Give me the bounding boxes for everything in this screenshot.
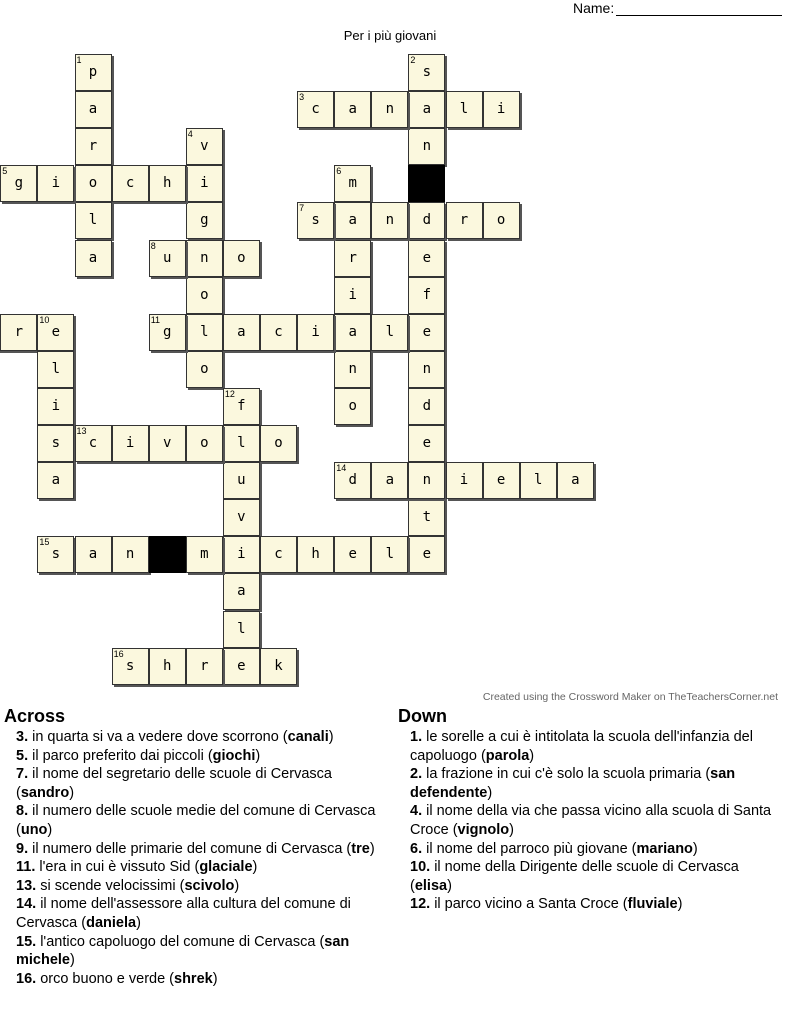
- cell-letter: i: [237, 546, 246, 563]
- cell-letter: o: [88, 175, 98, 192]
- grid-cell[interactable]: [334, 536, 371, 573]
- grid-cell[interactable]: [408, 314, 445, 351]
- cell-letter: l: [237, 620, 246, 637]
- grid-cell[interactable]: [223, 648, 260, 685]
- grid-cell[interactable]: [186, 314, 223, 351]
- cell-letter: a: [348, 212, 357, 229]
- clue-close: ): [447, 877, 452, 894]
- cell-letter: o: [348, 397, 357, 414]
- clue-number: 2.: [410, 766, 423, 783]
- grid-cell[interactable]: [334, 91, 371, 128]
- credit-line: Created using the Crossword Maker on TheTeachersCorner.net: [482, 691, 778, 703]
- cell-letter: d: [422, 212, 432, 229]
- clue-close: ): [677, 896, 683, 913]
- cell-letter: n: [422, 472, 432, 489]
- clue-answer: scivolo: [184, 877, 235, 894]
- grid-cell[interactable]: [446, 462, 483, 499]
- grid-cell[interactable]: [408, 54, 445, 91]
- grid-cell[interactable]: [75, 91, 112, 128]
- clue-answer: sandro: [20, 784, 70, 801]
- clue-answer: tre: [351, 840, 370, 857]
- grid-cell[interactable]: [408, 536, 445, 573]
- grid-cell[interactable]: [408, 388, 445, 425]
- black-cell: [149, 536, 186, 573]
- clue-number: 9.: [16, 840, 29, 857]
- grid-cell[interactable]: [37, 388, 74, 425]
- across-clue: [16, 840, 382, 859]
- grid-cell[interactable]: [112, 165, 149, 202]
- grid-cell[interactable]: [37, 165, 74, 202]
- clue-number: 13.: [16, 877, 37, 894]
- cell-letter: i: [496, 101, 506, 118]
- across-clue: [16, 933, 382, 970]
- grid-cell[interactable]: [520, 462, 557, 499]
- clue-number: 13: [76, 426, 87, 436]
- grid-cell[interactable]: [223, 611, 260, 648]
- cell-letter: s: [311, 212, 320, 229]
- cell-letter: a: [348, 323, 357, 340]
- across-clue: [16, 877, 382, 896]
- cell-letter: u: [237, 472, 246, 489]
- down-clue-list: [398, 728, 783, 914]
- clue-number: 7.: [16, 766, 29, 783]
- clue-number: 6.: [410, 840, 423, 857]
- down-clue: [410, 802, 783, 839]
- cell-letter: f: [422, 286, 432, 303]
- clue-text: si scende velocissimi (: [36, 877, 185, 894]
- cell-letter: o: [237, 249, 246, 266]
- down-clues: [398, 706, 783, 914]
- cell-letter: e: [496, 472, 506, 489]
- grid-cell[interactable]: [186, 202, 223, 239]
- grid-cell[interactable]: [37, 314, 74, 351]
- clue-close: ): [70, 952, 75, 969]
- down-clue: [410, 765, 783, 802]
- cell-letter: e: [422, 435, 432, 451]
- clue-close: ): [234, 877, 240, 894]
- clue-close: ): [252, 859, 258, 876]
- cell-letter: f: [237, 397, 246, 414]
- grid-cell[interactable]: [223, 425, 260, 462]
- grid-cell[interactable]: [408, 240, 445, 277]
- cell-letter: k: [274, 657, 283, 674]
- grid-cell[interactable]: [334, 240, 371, 277]
- cell-letter: i: [348, 286, 357, 303]
- cell-letter: i: [459, 472, 469, 489]
- name-label: Name:: [573, 0, 615, 16]
- grid-cell[interactable]: [334, 314, 371, 351]
- cell-letter: a: [88, 101, 98, 118]
- cell-letter: a: [571, 472, 580, 489]
- cell-letter: s: [51, 546, 61, 563]
- cell-letter: r: [200, 657, 209, 674]
- clue-number: 2: [410, 55, 416, 65]
- clue-text: l'era in cui è vissuto Sid (: [35, 859, 200, 876]
- grid-cell[interactable]: [408, 499, 445, 536]
- grid-cell[interactable]: [297, 91, 334, 128]
- cell-letter: o: [496, 212, 506, 229]
- clue-answer: uno: [20, 821, 48, 838]
- cell-letter: e: [422, 249, 432, 266]
- cell-letter: a: [385, 472, 395, 489]
- cell-letter: c: [274, 323, 283, 340]
- clue-answer: giochi: [212, 747, 256, 764]
- grid-cell[interactable]: [408, 425, 445, 462]
- down-clue: [410, 728, 783, 765]
- cell-letter: p: [88, 64, 98, 80]
- grid-cell[interactable]: [149, 425, 186, 462]
- grid-cell[interactable]: [483, 91, 520, 128]
- grid-cell[interactable]: [446, 91, 483, 128]
- clue-answer: parola: [485, 747, 530, 764]
- grid-cell[interactable]: [223, 536, 260, 573]
- down-clue: [410, 895, 783, 914]
- cell-letter: l: [237, 435, 246, 451]
- cell-letter: u: [162, 249, 172, 266]
- cell-letter: s: [51, 435, 61, 451]
- grid-cell[interactable]: [186, 536, 223, 573]
- across-clue: [16, 765, 382, 802]
- cell-letter: c: [125, 175, 135, 192]
- clue-number: 15.: [16, 933, 37, 950]
- clue-text: il numero delle primarie del comune di Cervasca (: [28, 840, 352, 857]
- grid-cell[interactable]: [371, 202, 408, 239]
- cell-letter: l: [385, 323, 395, 340]
- grid-cell[interactable]: [186, 277, 223, 314]
- cell-letter: t: [422, 509, 432, 526]
- cell-letter: m: [200, 546, 209, 563]
- grid-cell[interactable]: [186, 425, 223, 462]
- grid-cell[interactable]: [408, 277, 445, 314]
- cell-letter: g: [14, 175, 24, 192]
- grid-cell[interactable]: [0, 314, 37, 351]
- cell-letter: d: [348, 472, 357, 489]
- clue-number: 1.: [410, 729, 423, 745]
- clue-answer: shrek: [174, 970, 213, 987]
- clue-number: 3.: [16, 729, 29, 745]
- across-clue: [16, 802, 382, 839]
- clue-number: 8: [150, 240, 156, 251]
- grid-cell[interactable]: [260, 314, 297, 351]
- cell-letter: n: [422, 360, 432, 377]
- clue-number: 3: [299, 92, 305, 103]
- clue-text: il numero delle scuole medie del comune di Cervasca (: [16, 803, 376, 838]
- cell-letter: v: [237, 509, 246, 526]
- grid-cell[interactable]: [75, 128, 112, 165]
- clue-answer: san defendente: [410, 766, 736, 801]
- grid-cell[interactable]: [260, 425, 297, 462]
- grid-cell[interactable]: [297, 202, 334, 239]
- clue-answer: daniela: [86, 914, 137, 931]
- grid-cell[interactable]: [186, 240, 223, 277]
- cell-letter: m: [348, 175, 357, 192]
- clue-text: in quarta si va a vedere dove scorrono (: [28, 729, 288, 745]
- grid-cell[interactable]: [408, 462, 445, 499]
- clue-number: 10: [39, 314, 50, 325]
- grid-cell[interactable]: [149, 314, 186, 351]
- clue-answer: canali: [287, 729, 329, 745]
- cell-letter: n: [385, 101, 395, 118]
- clue-close: ): [692, 840, 698, 857]
- clue-number: 4: [187, 129, 193, 140]
- clue-close: ): [487, 784, 493, 801]
- grid-cell[interactable]: [186, 648, 223, 685]
- grid-cell[interactable]: [446, 202, 483, 239]
- cell-letter: o: [200, 286, 209, 303]
- grid-cell[interactable]: [334, 277, 371, 314]
- clue-close: ): [529, 747, 535, 764]
- cell-letter: d: [422, 397, 432, 414]
- cell-letter: o: [200, 360, 209, 377]
- black-cell: [408, 165, 445, 202]
- cell-letter: e: [348, 546, 357, 563]
- clue-number: 12: [224, 388, 235, 399]
- grid-cell[interactable]: [112, 536, 149, 573]
- clue-close: ): [369, 840, 375, 857]
- grid-cell[interactable]: [334, 202, 371, 239]
- cell-letter: i: [51, 397, 61, 414]
- grid-cell[interactable]: [371, 314, 408, 351]
- cell-letter: l: [200, 323, 209, 340]
- clue-close: ): [136, 914, 141, 931]
- grid-cell[interactable]: [408, 351, 445, 388]
- grid-cell[interactable]: [371, 536, 408, 573]
- grid-cell[interactable]: [186, 165, 223, 202]
- cell-letter: h: [162, 657, 172, 674]
- cell-letter: i: [200, 175, 209, 192]
- cell-letter: e: [51, 323, 61, 340]
- across-clue: [16, 858, 382, 877]
- clue-text: la frazione in cui c'è solo la scuola primaria (: [422, 766, 711, 783]
- cell-letter: o: [274, 435, 283, 451]
- cell-letter: n: [422, 138, 432, 155]
- grid-cell[interactable]: [297, 536, 334, 573]
- grid-cell[interactable]: [483, 202, 520, 239]
- grid-cell[interactable]: [75, 202, 112, 239]
- grid-cell[interactable]: [334, 388, 371, 425]
- grid-cell[interactable]: [75, 536, 112, 573]
- grid-cell[interactable]: [408, 128, 445, 165]
- grid-cell[interactable]: [223, 573, 260, 610]
- down-clue: [410, 858, 783, 895]
- clue-close: ): [509, 821, 514, 838]
- clue-close: ): [255, 747, 261, 764]
- cell-letter: o: [200, 435, 209, 451]
- clue-number: 8.: [16, 803, 29, 820]
- clue-close: ): [69, 784, 75, 801]
- clue-text: il nome dell'assessore alla cultura del comune di Cervasca (: [16, 896, 351, 931]
- cell-letter: i: [311, 323, 320, 340]
- cell-letter: l: [459, 101, 469, 118]
- across-clues: [4, 706, 382, 988]
- cell-letter: g: [200, 212, 209, 229]
- clue-number: 5: [2, 166, 8, 177]
- cell-letter: r: [88, 138, 98, 155]
- clue-answer: glaciale: [199, 859, 253, 876]
- cell-letter: l: [533, 472, 543, 489]
- clue-answer: mariano: [636, 840, 693, 857]
- cell-letter: r: [348, 249, 357, 266]
- clue-number: 10.: [410, 859, 431, 876]
- grid-cell[interactable]: [371, 91, 408, 128]
- cell-letter: a: [422, 101, 432, 118]
- grid-cell[interactable]: [186, 351, 223, 388]
- cell-letter: a: [348, 101, 357, 118]
- clue-text: il parco vicino a Santa Croce (: [430, 896, 628, 913]
- clue-answer: san michele: [16, 933, 350, 969]
- grid-cell[interactable]: [334, 351, 371, 388]
- clue-number: 5.: [16, 747, 29, 764]
- cell-letter: e: [422, 546, 432, 563]
- cell-letter: n: [348, 360, 357, 377]
- cell-letter: i: [125, 435, 135, 451]
- grid-cell[interactable]: [0, 165, 37, 202]
- cell-letter: e: [237, 657, 246, 674]
- cell-letter: a: [88, 249, 98, 266]
- grid-cell[interactable]: [334, 165, 371, 202]
- grid-cell[interactable]: [223, 314, 260, 351]
- grid-cell[interactable]: [112, 425, 149, 462]
- cell-letter: a: [51, 472, 61, 489]
- clue-answer: elisa: [414, 877, 448, 894]
- grid-cell[interactable]: [149, 648, 186, 685]
- grid-cell[interactable]: [408, 202, 445, 239]
- cell-letter: n: [200, 249, 209, 266]
- clue-text: orco buono e verde (: [36, 970, 175, 987]
- clue-number: 7: [299, 203, 305, 214]
- grid-cell[interactable]: [371, 462, 408, 499]
- across-heading: Across: [4, 706, 66, 726]
- grid-cell[interactable]: [75, 240, 112, 277]
- grid-cell[interactable]: [483, 462, 520, 499]
- grid-cell[interactable]: [334, 462, 371, 499]
- across-clue: [16, 728, 382, 747]
- grid-cell[interactable]: [75, 165, 112, 202]
- grid-cell[interactable]: [112, 648, 149, 685]
- grid-cell[interactable]: [37, 351, 74, 388]
- cell-letter: h: [162, 175, 172, 192]
- cell-letter: r: [459, 212, 469, 229]
- clue-number: 16: [113, 648, 124, 659]
- clue-text: l'antico capoluogo del comune di Cervasca (: [36, 933, 325, 950]
- clue-answer: fluviale: [627, 896, 678, 913]
- across-clue: [16, 747, 382, 766]
- clue-close: ): [47, 821, 53, 838]
- clue-number: 4.: [410, 803, 423, 820]
- cell-letter: l: [88, 212, 98, 229]
- clue-number: 1: [76, 55, 82, 65]
- grid-cell[interactable]: [149, 165, 186, 202]
- clue-number: 15: [39, 537, 50, 548]
- across-clue: [16, 970, 382, 989]
- grid-cell[interactable]: [223, 388, 260, 425]
- grid-cell[interactable]: [37, 425, 74, 462]
- clue-number: 11: [150, 314, 161, 325]
- grid-cell[interactable]: [260, 648, 297, 685]
- cell-letter: i: [51, 175, 61, 192]
- cell-letter: c: [88, 435, 98, 451]
- cell-letter: l: [51, 360, 61, 377]
- grid-cell[interactable]: [149, 240, 186, 277]
- grid-cell[interactable]: [37, 462, 74, 499]
- cell-letter: v: [200, 138, 209, 155]
- cell-letter: v: [162, 435, 172, 451]
- grid-cell[interactable]: [557, 462, 594, 499]
- down-heading: Down: [398, 706, 447, 726]
- cell-letter: a: [88, 546, 98, 563]
- cell-letter: a: [237, 323, 246, 340]
- clue-text: il parco preferito dai piccoli (: [28, 747, 213, 764]
- grid-cell[interactable]: [297, 314, 334, 351]
- cell-letter: c: [311, 101, 320, 118]
- grid-cell[interactable]: [260, 536, 297, 573]
- cell-letter: r: [14, 323, 24, 340]
- grid-cell[interactable]: [223, 462, 260, 499]
- page-title: Per i più giovani: [343, 28, 437, 43]
- clue-close: ): [212, 970, 218, 987]
- clue-text: il nome del parroco più giovane (: [422, 840, 637, 857]
- across-clue: [16, 895, 382, 932]
- clue-number: 11.: [16, 859, 36, 876]
- clue-text: il nome della Dirigente delle scuole di Cervasca (: [410, 859, 739, 894]
- cell-letter: s: [422, 64, 432, 80]
- clue-number: 14: [336, 463, 347, 474]
- cell-letter: g: [162, 323, 172, 340]
- clue-number: 14.: [16, 896, 37, 913]
- cell-letter: l: [385, 546, 395, 563]
- cell-letter: c: [274, 546, 283, 563]
- grid-cell[interactable]: [223, 499, 260, 536]
- cell-letter: a: [237, 583, 246, 600]
- clue-answer: vignolo: [457, 821, 510, 838]
- down-clue: [410, 840, 783, 859]
- grid-cell[interactable]: [408, 91, 445, 128]
- cell-letter: e: [422, 323, 432, 340]
- clue-number: 16.: [16, 970, 37, 987]
- grid-cell[interactable]: [223, 240, 260, 277]
- clue-text: il nome del segretario delle scuole di Cervasca (: [16, 766, 332, 801]
- grid-cell[interactable]: [75, 425, 112, 462]
- clue-number: 6: [336, 166, 342, 177]
- cell-letter: n: [125, 546, 135, 563]
- grid-cell[interactable]: [37, 536, 74, 573]
- grid-cell[interactable]: [186, 128, 223, 165]
- clue-text: il nome della via che passa vicino alla scuola di Santa Croce (: [410, 803, 772, 838]
- cell-letter: n: [385, 212, 395, 229]
- cell-letter: s: [125, 657, 135, 674]
- grid-cell[interactable]: [75, 54, 112, 91]
- cell-letter: h: [311, 546, 320, 563]
- clue-close: ): [328, 729, 334, 745]
- clue-number: 12.: [410, 896, 431, 913]
- clue-text: le sorelle a cui è intitolata la scuola dell'infanzia del capoluogo (: [410, 729, 753, 764]
- across-clue-list: [4, 728, 382, 988]
